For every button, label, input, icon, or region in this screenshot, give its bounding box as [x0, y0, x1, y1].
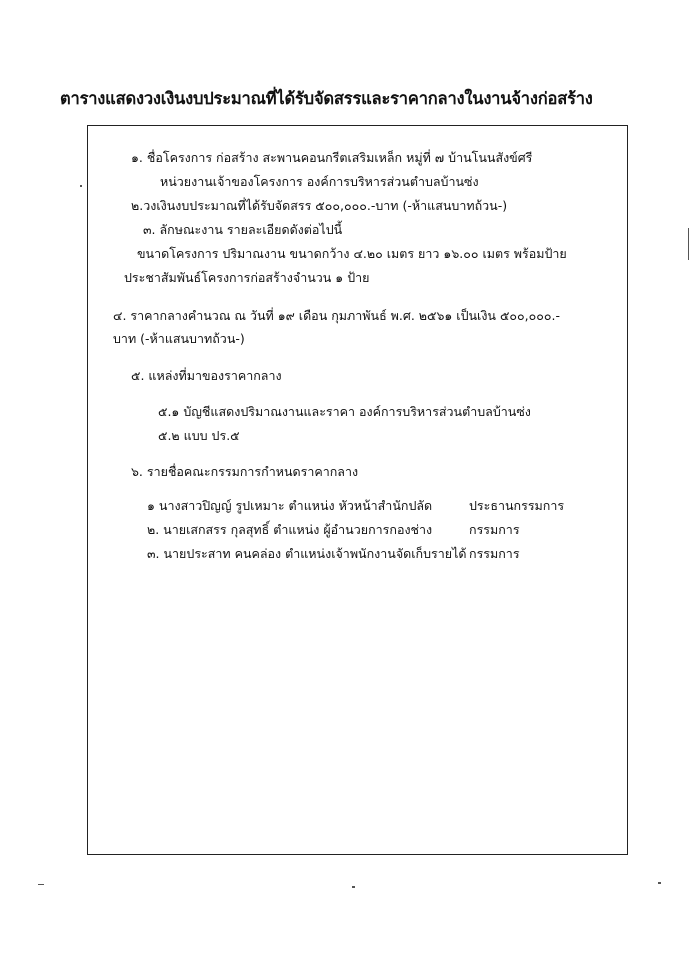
- price-source-2: ๕.๒ แบบ ปร.๕: [158, 428, 240, 443]
- committee-member-name: ๓. นายประสาท คนคล่อง ตำแหน่งเจ้าพนักงานจัดเก็บรายได้: [147, 546, 467, 561]
- project-agency: หน่วยงานเจ้าของโครงการ องค์การบริหารส่วนตำบลบ้านซ่ง: [160, 174, 479, 189]
- page-title: ตารางแสดงวงเงินงบประมาณที่ได้รับจัดสรรและราคากลางในงานจ้างก่อสร้าง: [60, 89, 593, 108]
- scan-mark: [80, 185, 82, 187]
- scan-mark: [658, 882, 661, 884]
- committee-member-role: กรรมการ: [469, 522, 520, 537]
- committee-member-role: กรรมการ: [469, 546, 520, 561]
- project-size: ขนาดโครงการ ปริมาณงาน ขนาดกว้าง ๔.๒๐ เมตร ยาว ๑๖.๐๐ เมตร พร้อมป้าย: [137, 246, 567, 261]
- project-sign: ประชาสัมพันธ์โครงการก่อสร้างจำนวน ๑ ป้าย: [124, 270, 370, 285]
- price-source-heading: ๕. แหล่งที่มาของราคากลาง: [131, 368, 282, 383]
- median-price-line2: บาท (-ห้าแสนบาทถ้วน-): [113, 331, 245, 346]
- committee-member-role: ประธานกรรมการ: [469, 498, 565, 513]
- scan-mark: [352, 886, 355, 888]
- committee-member-name: ๒. นายเสกสรร กุลสุทธิ์ ตำแหน่ง ผู้อำนวยการกองช่าง: [147, 522, 433, 537]
- work-characteristics: ๓. ลักษณะงาน รายละเอียดดังต่อไปนี้: [143, 222, 343, 237]
- project-name: ๑. ชื่อโครงการ ก่อสร้าง สะพานคอนกรีตเสริมเหล็ก หมู่ที่ ๗ บ้านโนนสังข์ศรี: [131, 150, 533, 165]
- budget-allocation: ๒.วงเงินงบประมาณที่ได้รับจัดสรร ๕๐๐,๐๐๐.-บาท (-ห้าแสนบาทถ้วน-): [131, 198, 508, 213]
- committee-member-name: ๑ นางสาวปิญญ์ รูปเหมาะ ตำแหน่ง หัวหน้าสำนักปลัด: [147, 498, 433, 513]
- scan-mark: [38, 884, 44, 885]
- median-price-line1: ๔. ราคากลางคำนวณ ณ วันที่ ๑๙ เดือน กุมภาพันธ์ พ.ศ. ๒๕๖๑ เป็นเงิน ๕๐๐,๐๐๐.-: [113, 308, 561, 323]
- committee-heading: ๖. รายชื่อคณะกรรมการกำหนดราคากลาง: [131, 464, 359, 479]
- price-source-1: ๕.๑ บัญชีแสดงปริมาณงานและราคา องค์การบริหารส่วนตำบลบ้านซ่ง: [158, 404, 531, 419]
- scan-mark: [688, 228, 689, 260]
